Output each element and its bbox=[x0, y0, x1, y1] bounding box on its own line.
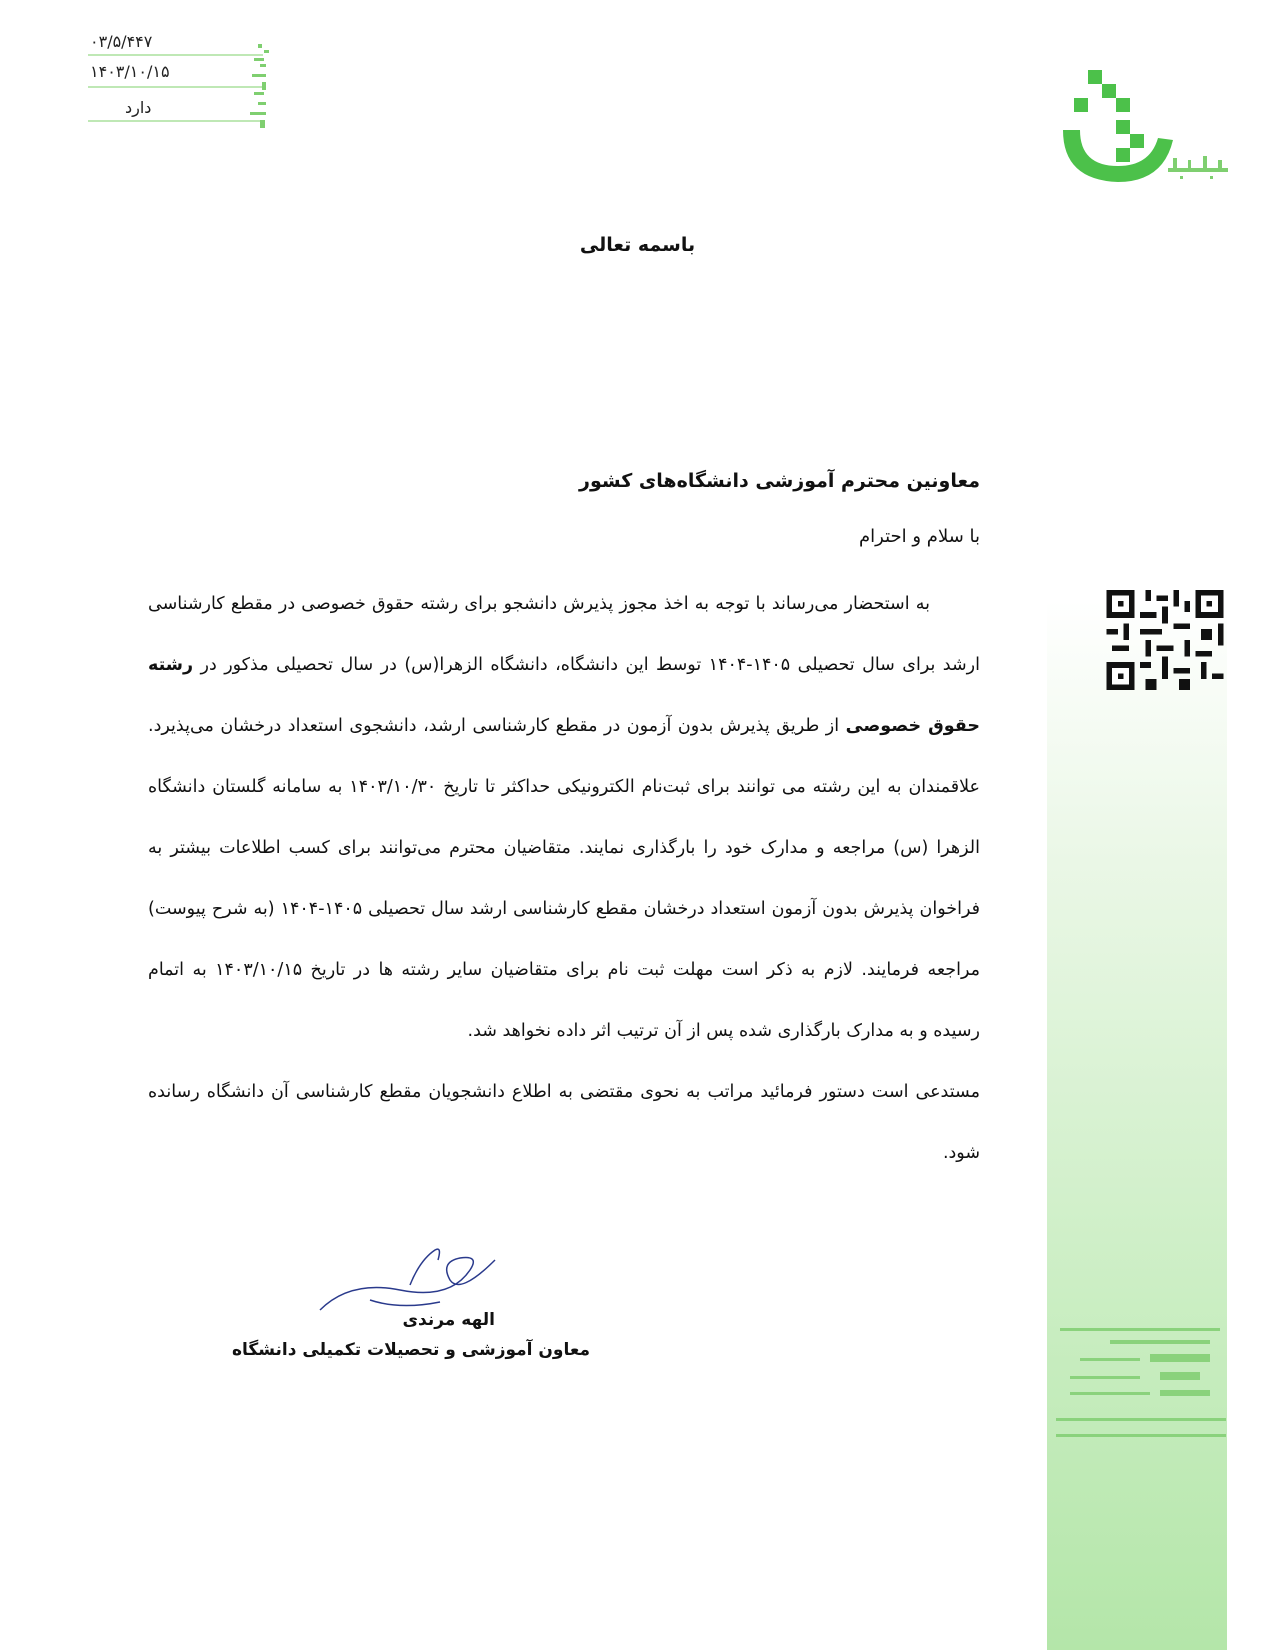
qr-code-icon bbox=[1105, 590, 1225, 690]
attachment-value: دارد bbox=[125, 98, 152, 117]
faded-contact-stamp bbox=[1050, 1320, 1230, 1520]
signatory-title: معاون آموزشی و تحصیلات تکمیلی دانشگاه bbox=[231, 1340, 590, 1360]
highlighted-field-name: رشته حقوق خصوصی bbox=[148, 655, 980, 736]
letter-date: ۱۴۰۳/۱۰/۱۵ bbox=[90, 62, 170, 81]
reference-box bbox=[80, 30, 260, 140]
reference-labels-graphic bbox=[240, 40, 280, 135]
letter-heading: باسمه تعالی bbox=[579, 234, 696, 256]
body-paragraph-1: به استحضار می‌رساند با توجه به اخذ مجوز پذیرش دانشجو برای رشته حقوق خصوصی در مقطع کارشناسی ارشد برای سال تحصیلی ۱۴۰۵-۱۴۰۴ توسط این دانشگاه، دانشگاه الزهرا(س) در سال تحصیلی مذکور در رشته حقوق خصوصی از طریق پذیرش بدون آزمون در مقطع کارشناسی ارشد، دانشجوی استعداد درخشان می‌پذیرد. علاقمندان به این رشته می توانند برای ثبت‌نام الکترونیکی حداکثر تا تاریخ ۱۴۰۳/۱۰/۳۰ به سامانه گلستان دانشگاه الزهرا (س) مراجعه و مدارک خود را بارگذاری نمایند. متقاضیان محترم می‌توانند برای کسب اطلاعات بیشتر به فراخوان پذیرش بدون آزمون استعداد درخشان مقطع کارشناسی ارشد سال تحصیلی ۱۴۰۵-۱۴۰۴ (به شرح پیوست) مراجعه فرمایند. لازم به ذکر است مهلت ثبت نام برای متقاضیان سایر رشته ها در تاریخ ۱۴۰۳/۱۰/۱۵ به اتمام رسیده و به مدارک بارگذاری شده پس از آن ترتیب اثر داده نخواهد شد. bbox=[148, 594, 981, 1041]
letter-recipient: معاونین محترم آموزشی دانشگاه‌های کشور bbox=[579, 470, 980, 492]
letter-number: ۰۳/۵/۴۴۷ bbox=[90, 32, 153, 51]
body-paragraph-2: مستدعی است دستور فرمائید مراتب به نحوی مقتضی به اطلاع دانشجویان مقطع کارشناسی آن دانشگاه رسانده شود. bbox=[148, 1082, 980, 1163]
letter-body bbox=[148, 574, 980, 1184]
signature-block bbox=[230, 1250, 590, 1360]
signatory-name: الهه مرندی bbox=[402, 1310, 495, 1330]
alzahra-university-logo bbox=[1058, 70, 1233, 200]
letter-greeting: با سلام و احترام bbox=[859, 526, 980, 547]
